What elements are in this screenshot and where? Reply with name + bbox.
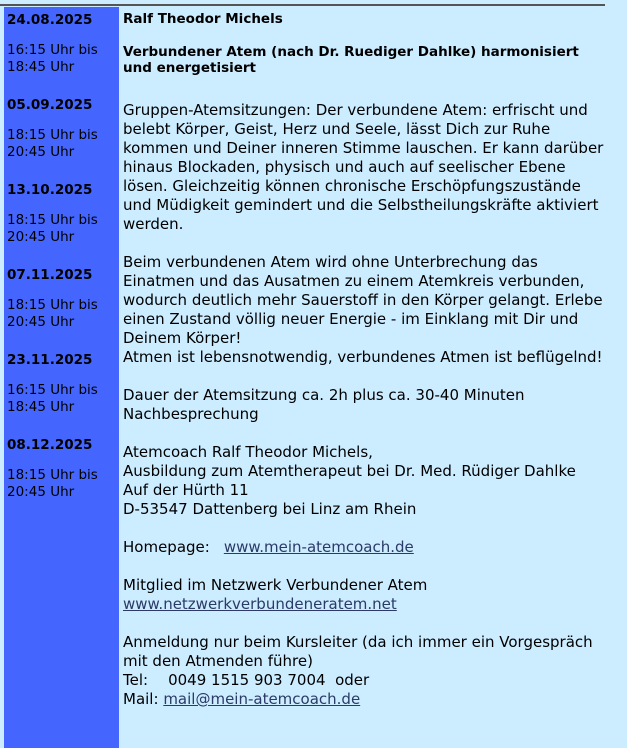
schedule-date: 07.11.2025	[7, 267, 93, 283]
training-line: Ausbildung zum Atemtherapeut bei Dr. Med. Rüdiger Dahlke	[123, 462, 576, 480]
motto-text: Atmen ist lebensnotwendig, verbundenes Atmen ist beflügelnd!	[123, 348, 603, 366]
schedule-time	[7, 42, 98, 75]
schedule-time	[7, 212, 98, 245]
schedule-time-end: 20:45 Uhr	[7, 483, 75, 500]
schedule-time-end: 18:45 Uhr	[7, 398, 75, 415]
phone-number: 0049 1515 903 7004	[168, 671, 326, 689]
description-paragraph: Beim verbundenen Atem wird ohne Unterbrechung das Einatmen und das Ausatmen zu einem Atemkreis verbunden, wodurch deutlich mehr Sauerstoff in den Körper gelangt. Erlebe einen Zustand völlig neuer Energie - im Einklang mit Dir und Deinem Körper!	[123, 253, 603, 347]
phone-line	[123, 671, 613, 690]
schedule-column	[4, 7, 119, 748]
schedule-time-end: 20:45 Uhr	[7, 228, 75, 245]
schedule-time-start: 16:15 Uhr bis	[7, 42, 98, 58]
duration-text: Dauer der Atemsitzung ca. 2h plus ca. 30-40 Minuten Nachbesprechung	[123, 386, 525, 423]
intro-paragraph: Gruppen-Atemsitzungen: Der verbundene Atem: erfrischt und belebt Körper, Geist, Herz und Seele, lässt Dich zur Ruhe kommen und Deiner inneren Stimme lauschen. Er kann darüber hinaus Blockaden, physisch und auch auf seelischer Ebene lösen. Gleichzeitig können chronische Erschöpfungszustände und Müdigkeit gemindert und die Selbstheilungskräfte aktiviert werden.	[123, 101, 604, 233]
street-address: Auf der Hürth 11	[123, 481, 249, 499]
mail-link[interactable]: mail@mein-atemcoach.de	[163, 690, 361, 708]
schedule-time	[7, 467, 98, 500]
schedule-time-start: 18:15 Uhr bis	[7, 297, 98, 313]
schedule-time-start: 18:15 Uhr bis	[7, 467, 98, 483]
phone-label: Tel:	[123, 671, 149, 689]
coach-name: Ralf Theodor Michels	[123, 11, 283, 27]
network-label: Mitglied im Netzwerk Verbundener Atem	[123, 576, 428, 594]
schedule-date: 08.12.2025	[7, 437, 93, 453]
schedule-time-start: 16:15 Uhr bis	[7, 382, 98, 398]
schedule-time-end: 20:45 Uhr	[7, 143, 75, 160]
registration-text: Anmeldung nur beim Kursleiter (da ich immer ein Vorgespräch mit den Atmenden führe)	[123, 633, 593, 670]
schedule-time-end: 20:45 Uhr	[7, 313, 75, 330]
schedule-time	[7, 127, 98, 160]
schedule-date: 23.11.2025	[7, 352, 93, 368]
event-description	[123, 11, 613, 709]
description-block	[123, 253, 613, 367]
homepage-link[interactable]: www.mein-atemcoach.de	[223, 538, 414, 556]
homepage-label: Homepage:	[123, 538, 210, 556]
coach-line: Atemcoach Ralf Theodor Michels,	[123, 443, 373, 461]
top-divider	[0, 4, 605, 6]
mail-line	[123, 690, 613, 709]
schedule-time	[7, 297, 98, 330]
schedule-time	[7, 382, 98, 415]
network-block	[123, 576, 613, 614]
contact-block	[123, 633, 613, 709]
homepage-line	[123, 538, 613, 557]
mail-label: Mail:	[123, 690, 159, 708]
schedule-date: 13.10.2025	[7, 182, 93, 198]
schedule-time-end: 18:45 Uhr	[7, 58, 75, 75]
schedule-time-start: 18:15 Uhr bis	[7, 212, 98, 228]
schedule-date: 05.09.2025	[7, 97, 93, 113]
city-address: D-53547 Dattenberg bei Linz am Rhein	[123, 500, 417, 518]
schedule-date: 24.08.2025	[7, 12, 93, 28]
schedule-time-start: 18:15 Uhr bis	[7, 127, 98, 143]
phone-suffix: oder	[335, 671, 370, 689]
event-title: Verbundener Atem (nach Dr. Ruediger Dahlke) harmonisiert und energetisiert	[123, 44, 579, 76]
network-link[interactable]: www.netzwerkverbundeneratem.net	[123, 595, 397, 613]
address-block	[123, 443, 613, 519]
